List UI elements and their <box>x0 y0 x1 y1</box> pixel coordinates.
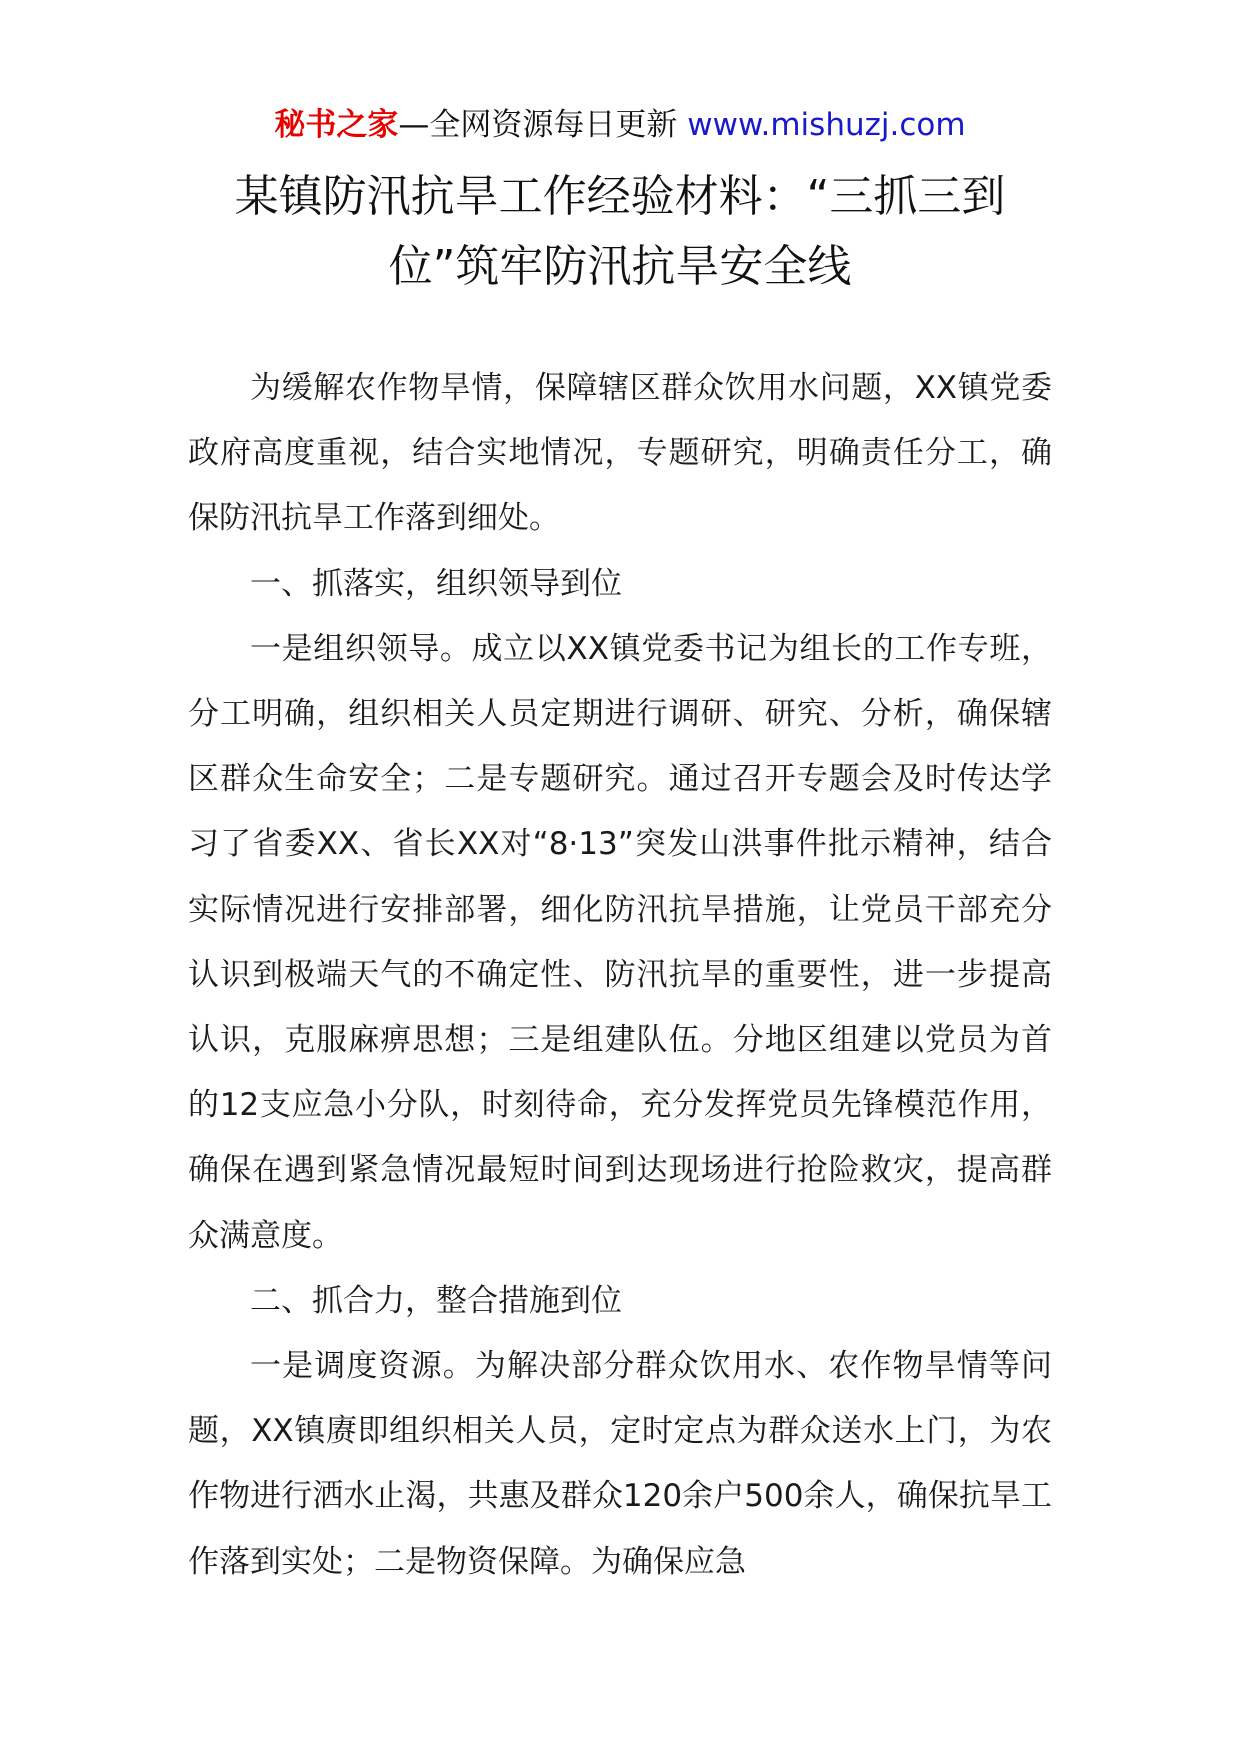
section-paragraph-1: 一是组织领导。成立以XX镇党委书记为组长的工作专班，分工明确，组织相关人员定期进行调研、研究、分析，确保辖区群众生命安全；二是专题研究。通过召开专题会及时传达学习了省委XX、省长XX对“8·13”突发山洪事件批示精神，结合实际情况进行安排部署，细化防汛抗旱措施，让党员干部充分认识到极端天气的不确定性、防汛抗旱的重要性，进一步提高认识，克服麻痹思想；三是组建队伍。分地区组建以党员为首的12支应急小分队，时刻待命，充分发挥党员先锋模范作用，确保在遇到紧急情况最短时间到达现场进行抢险救灾，提高群众满意度。 <box>188 630 1052 1254</box>
document-body <box>188 356 1052 1595</box>
site-tagline: —全网资源每日更新 <box>398 107 688 143</box>
section-heading-1: 一、抓落实，组织领导到位 <box>250 565 622 602</box>
intro-paragraph: 为缓解农作物旱情，保障辖区群众饮用水问题，XX镇党委政府高度重视，结合实地情况，专题研究，明确责任分工，确保防汛抗旱工作落到细处。 <box>188 370 1052 537</box>
site-brand: 秘书之家 <box>274 107 399 143</box>
section-paragraph-2: 一是调度资源。为解决部分群众饮用水、农作物旱情等问题，XX镇赓即组织相关人员，定时定点为群众送水上门，为农作物进行洒水止渴，共惠及群众120余户500余人，确保抗旱工作落到实处；二是物资保障。为确保应急 <box>188 1348 1052 1580</box>
site-url-link[interactable]: www.mishuzj.com <box>687 107 966 143</box>
document-title: 某镇防汛抗旱工作经验材料：“三抓三到位”筑牢防汛抗旱安全线 <box>234 171 1006 292</box>
site-header <box>0 103 1240 147</box>
section-heading-2: 二、抓合力，整合措施到位 <box>250 1282 622 1319</box>
